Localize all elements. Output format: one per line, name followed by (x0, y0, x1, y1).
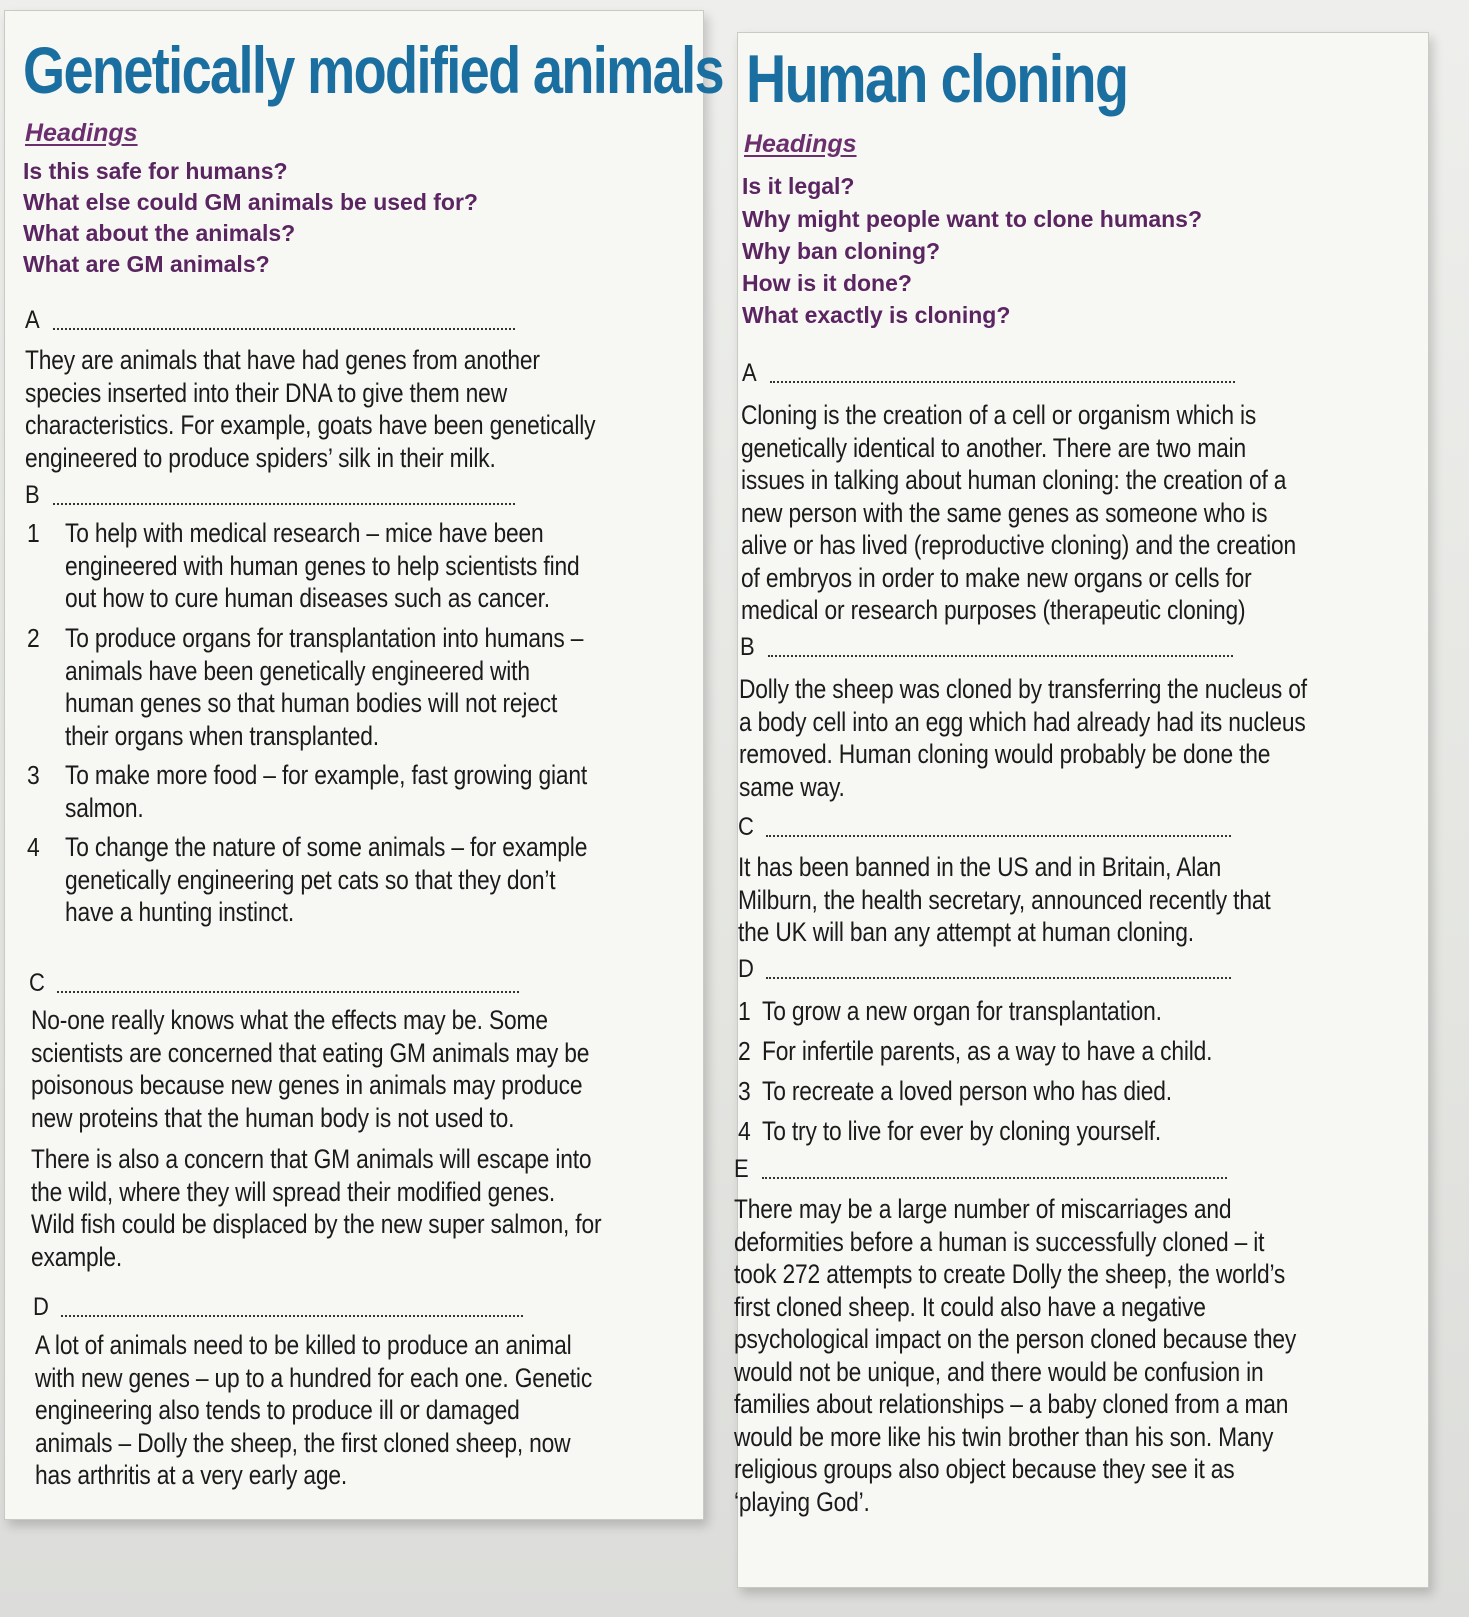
hc-heading-item: How is it done? (742, 270, 912, 296)
dotted-answer-line (762, 1177, 1227, 1179)
gm-section-a-text: They are animals that have had genes from another species inserted into their DNA to give them new characteristics. For example, goats have been genetically engineered to produce spiders’ silk in their milk. (25, 345, 596, 473)
section-letter: A (25, 306, 40, 334)
section-letter: A (742, 359, 757, 387)
hc-answer-line-d[interactable] (738, 955, 1231, 984)
gm-heading-item: What about the animals? (23, 220, 296, 246)
gm-section-c-text: No-one really knows what the effects may be. Some scientists are concerned that eating GM animals may be poisonous because new genes in animals may produce new proteins that the human body is not used to. (31, 1005, 590, 1133)
section-letter: C (29, 969, 45, 997)
gm-heading-item: Is this safe for humans? (23, 158, 288, 184)
dotted-answer-line (53, 503, 515, 505)
gm-heading-item: What else could GM animals be used for? (23, 189, 478, 215)
gm-answer-line-a[interactable] (25, 306, 515, 335)
dotted-answer-line (766, 977, 1231, 979)
section-letter: B (25, 481, 40, 509)
hc-section-b-text: Dolly the sheep was cloned by transferring the nucleus of a body cell into an egg which had already had its nucleus removed. Human cloning would probably be done the same way. (739, 674, 1307, 802)
gm-animals-card: Genetically modified animals Headings Is this safe for humans? What else could GM animals be used for? What about the animals? What are GM animals? A They are animals that have had genes from another species inserted into their DNA to give them new characteristics. For example, goats have been genetically engineered to produce spiders’ silk in their milk. B 1 To help with medical research – mice have been engineered with human genes to help scientists find out how to cure human diseases such as cancer. 2 To produce organs for transplantation into humans – animals have been genetically engineered with human genes so that human bodies will not reject their organs when transplanted. 3 To make more food – for example, fast growing giant salmon. 4 To change the nature of some animals – for example genetically engineering pet cats so that they don’t have a hunting instinct. C No-one really knows what the effects may be. Some scientists are concerned that eating GM animals may be poisonous because new genes in animals may produce new proteins that the human body is not used to. There is also a concern that GM animals will escape into the wild, where they will spread their modified genes. Wild fish could be displaced by the new super salmon, for example. D A lot of animals need to be killed to produce an animal with new genes – up to a hundred for each one. Genetic engineering also tends to produce ill or damaged animals – Dolly the sheep, the first cloned sheep, now has arthritis at a very early age. (4, 10, 704, 1520)
hc-title: Human cloning (746, 41, 1128, 117)
gm-heading-item: What are GM animals? (23, 251, 270, 277)
section-letter: E (734, 1155, 749, 1183)
dotted-answer-line (768, 655, 1233, 657)
section-letter: C (738, 813, 754, 841)
gm-answer-line-b[interactable] (25, 481, 515, 510)
hc-section-c-text: It has been banned in the US and in Britain, Alan Milburn, the health secretary, announced recently that the UK will ban any attempt at human cloning. (738, 852, 1271, 947)
dotted-answer-line (53, 328, 515, 330)
hc-heading-item: Why ban cloning? (742, 238, 941, 264)
hc-heading-item: Is it legal? (742, 173, 855, 199)
hc-answer-line-b[interactable] (740, 633, 1233, 662)
hc-answer-line-e[interactable] (734, 1155, 1227, 1184)
section-letter: D (738, 955, 754, 983)
dotted-answer-line (770, 381, 1235, 383)
dotted-answer-line (57, 991, 519, 993)
section-letter: D (33, 1293, 49, 1321)
gm-answer-line-d[interactable] (33, 1293, 523, 1322)
human-cloning-card: Human cloning Headings Is it legal? Why might people want to clone humans? Why ban cloning? How is it done? What exactly is cloning? A Cloning is the creation of a cell or organism which is genetically identical to another. There are two main issues in talking about human cloning: the creation of a new person with the same genes as someone who is alive or has lived (reproductive cloning) and the creation of embryos in order to make new organs or cells for medical or research purposes (therapeutic cloning) B Dolly the sheep was cloned by transferring the nucleus of a body cell into an egg which had already had its nucleus removed. Human cloning would probably be done the same way. C It has been banned in the US and in Britain, Alan Milburn, the health secretary, announced recently that the UK will ban any attempt at human cloning. D 1 To grow a new organ for transplantation. 2 For infertile parents, as a way to have a child. 3 To recreate a loved person who has died. 4 To try to live for ever by cloning yourself. E There may be a large number of miscarriages and deformities before a human is successfully cloned – it took 272 attempts to create Dolly the sheep, the world’s first cloned sheep. It could also have a negative psychological impact on the person cloned because they would not be unique, and there would be confusion in families about relationships – a baby cloned from a man would be more like his twin brother than his son. Many religious groups also object because they see it as ‘playing God’. (737, 32, 1429, 1588)
section-letter: B (740, 633, 755, 661)
hc-heading-item: What exactly is cloning? (742, 302, 1011, 328)
gm-section-d-text: A lot of animals need to be killed to produce an animal with new genes – up to a hundred for each one. Genetic engineering also tends to produce ill or damaged animals – Dolly the sheep, the first cloned sheep, now has arthritis at a very early age. (35, 1330, 593, 1490)
hc-section-a-text: Cloning is the creation of a cell or organism which is genetically identical to another. There are two main issues in talking about human cloning: the creation of a new person with the same genes as someone who is alive or has lived (reproductive cloning) and the creation of embryos in order to make new organs or cells for medical or research purposes (therapeutic cloning) (741, 400, 1297, 625)
dotted-answer-line (61, 1315, 523, 1317)
gm-title: Genetically modified animals (23, 33, 723, 107)
hc-answer-line-c[interactable] (738, 813, 1231, 842)
dotted-answer-line (766, 835, 1231, 837)
hc-headings-label: Headings (744, 130, 857, 158)
gm-section-c-text-2: There is also a concern that GM animals will escape into the wild, where they will spread their modified genes. Wild fish could be displaced by the new super salmon, for example. (31, 1144, 602, 1272)
gm-headings-label: Headings (25, 119, 138, 147)
hc-section-e-text: There may be a large number of miscarriages and deformities before a human is successfully cloned – it took 272 attempts to create Dolly the sheep, the world’s first cloned sheep. It could also have a negative psychological impact on the person cloned because they would not be unique, and there would be confusion in families about relationships – a baby cloned from a man would be more like his twin brother than his son. Many religious groups also object because they see it as ‘playing God’. (734, 1194, 1297, 1517)
hc-answer-line-a[interactable] (742, 359, 1235, 388)
gm-answer-line-c[interactable] (29, 969, 519, 998)
hc-heading-item: Why might people want to clone humans? (742, 206, 1203, 232)
